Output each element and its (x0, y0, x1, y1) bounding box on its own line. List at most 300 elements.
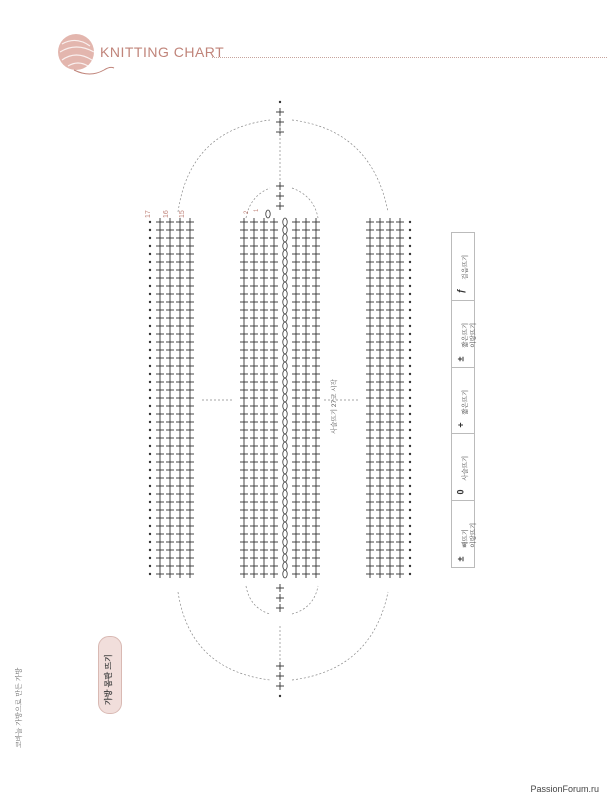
stitch-single (396, 490, 404, 498)
stitch-single (376, 354, 384, 362)
stitch-single (366, 458, 374, 466)
stitch-slip (149, 453, 151, 455)
stitch-single (312, 434, 320, 442)
stitch-slip (409, 301, 411, 303)
legend-symbol: ƒ (455, 288, 466, 294)
stitch-single (176, 314, 184, 322)
stitch-single (312, 354, 320, 362)
stitch-single (276, 108, 284, 116)
stitch-single (366, 322, 374, 330)
stitch-slip (149, 517, 151, 519)
stitch-single (240, 450, 248, 458)
stitch-single (250, 402, 258, 410)
stitch-single (240, 346, 248, 354)
stitch-single (176, 306, 184, 314)
stitch-slip (149, 437, 151, 439)
stitch-single (366, 418, 374, 426)
stitch-chain (283, 378, 287, 386)
stitch-single (386, 466, 394, 474)
stitch-chain (283, 554, 287, 562)
stitch-single (260, 330, 268, 338)
stitch-single (166, 362, 174, 370)
stitch-single (166, 402, 174, 410)
stitch-single (376, 434, 384, 442)
stitch-single (302, 538, 310, 546)
stitch-single (176, 322, 184, 330)
stitch-chain (283, 506, 287, 514)
stitch-single (176, 434, 184, 442)
stitch-chain (266, 210, 270, 218)
stitch-single (270, 258, 278, 266)
stitch-single (376, 506, 384, 514)
stitch-slip (409, 309, 411, 311)
stitch-single (260, 450, 268, 458)
stitch-single (166, 322, 174, 330)
stitch-single (250, 482, 258, 490)
stitch-single (156, 346, 164, 354)
stitch-single (240, 506, 248, 514)
stitch-single (260, 314, 268, 322)
stitch-single (376, 474, 384, 482)
stitch-single (270, 386, 278, 394)
stitch-single (186, 306, 194, 314)
stitch-single (366, 306, 374, 314)
stitch-single (302, 362, 310, 370)
stitch-single (302, 250, 310, 258)
stitch-single (176, 338, 184, 346)
stitch-single (386, 274, 394, 282)
stitch-single (396, 434, 404, 442)
stitch-single (260, 266, 268, 274)
stitch-single (292, 370, 300, 378)
stitch-single (260, 218, 268, 226)
stitch-slip (409, 277, 411, 279)
legend-label: 사슬뜨기 (462, 456, 469, 482)
stitch-single (396, 450, 404, 458)
stitch-single (260, 242, 268, 250)
stitch-single (366, 402, 374, 410)
stitch-single (156, 386, 164, 394)
stitch-slip (409, 429, 411, 431)
stitch-single (292, 570, 300, 578)
stitch-single (240, 530, 248, 538)
stitch-single (156, 538, 164, 546)
stitch-single (240, 514, 248, 522)
stitch-chain (283, 274, 287, 282)
stitch-single (312, 562, 320, 570)
stitch-single (386, 370, 394, 378)
stitch-single (292, 346, 300, 354)
stitch-single (186, 298, 194, 306)
stitch-single (260, 514, 268, 522)
stitch-single (260, 506, 268, 514)
stitch-single (240, 314, 248, 322)
stitch-single (240, 394, 248, 402)
stitch-single (186, 266, 194, 274)
stitch-single (302, 218, 310, 226)
stitch-single (376, 290, 384, 298)
stitch-single (312, 306, 320, 314)
stitch-single (396, 418, 404, 426)
stitch-chain (283, 450, 287, 458)
stitch-single (156, 370, 164, 378)
stitch-single (302, 234, 310, 242)
stitch-single (240, 482, 248, 490)
stitch-single (250, 394, 258, 402)
stitch-single (176, 418, 184, 426)
stitch-single (376, 442, 384, 450)
stitch-single (186, 498, 194, 506)
stitch-chain (283, 362, 287, 370)
stitch-single (302, 474, 310, 482)
stitch-single (240, 330, 248, 338)
stitch-single (376, 274, 384, 282)
stitch-single (376, 482, 384, 490)
stitch-single (250, 242, 258, 250)
stitch-single (386, 402, 394, 410)
stitch-chain (283, 330, 287, 338)
stitch-slip (149, 397, 151, 399)
legend-symbol: ± (455, 556, 466, 562)
stitch-single (176, 274, 184, 282)
stitch-single (156, 218, 164, 226)
stitch-single (240, 362, 248, 370)
stitch-single (260, 386, 268, 394)
stitch-single (302, 258, 310, 266)
stitch-single (176, 498, 184, 506)
stitch-single (386, 234, 394, 242)
stitch-single (240, 218, 248, 226)
stitch-single (250, 434, 258, 442)
stitch-slip (409, 269, 411, 271)
center-annotation: 사슬뜨기 27코 시작 (331, 379, 338, 434)
stitch-single (302, 482, 310, 490)
stitch-single (250, 330, 258, 338)
stitch-slip (149, 381, 151, 383)
stitch-chain (283, 314, 287, 322)
stitch-slip (409, 333, 411, 335)
stitch-slip (409, 389, 411, 391)
stitch-slip (279, 695, 281, 697)
stitch-single (240, 410, 248, 418)
stitch-single (270, 250, 278, 258)
stitch-single (260, 498, 268, 506)
stitch-single (176, 242, 184, 250)
stitch-single (270, 218, 278, 226)
stitch-single (386, 570, 394, 578)
stitch-single (156, 234, 164, 242)
stitch-single (386, 242, 394, 250)
stitch-single (240, 322, 248, 330)
stitch-single (250, 346, 258, 354)
legend-symbol: ± (455, 356, 466, 362)
stitch-single (386, 522, 394, 530)
stitch-single (166, 354, 174, 362)
stitch-single (270, 290, 278, 298)
stitch-single (166, 386, 174, 394)
stitch-single (156, 434, 164, 442)
stitch-single (366, 522, 374, 530)
stitch-chain (283, 370, 287, 378)
stitch-single (260, 554, 268, 562)
stitch-single (366, 466, 374, 474)
stitch-single (386, 218, 394, 226)
stitch-slip (149, 389, 151, 391)
stitch-single (166, 522, 174, 530)
stitch-single (270, 570, 278, 578)
stitch-single (186, 546, 194, 554)
stitch-single (396, 266, 404, 274)
stitch-single (270, 466, 278, 474)
stitch-single (386, 546, 394, 554)
stitch-single (386, 226, 394, 234)
stitch-slip (149, 525, 151, 527)
stitch-chain (283, 434, 287, 442)
stitch-single (166, 378, 174, 386)
stitch-single (386, 474, 394, 482)
stitch-single (292, 234, 300, 242)
stitch-single (166, 530, 174, 538)
stitch-single (366, 410, 374, 418)
stitch-single (366, 346, 374, 354)
stitch-single (186, 274, 194, 282)
stitch-single (276, 118, 284, 126)
stitch-single (302, 298, 310, 306)
stitch-single (260, 306, 268, 314)
stitch-single (276, 594, 284, 602)
stitch-slip (409, 229, 411, 231)
stitch-single (270, 530, 278, 538)
stitch-single (250, 418, 258, 426)
top-right-curve (292, 120, 388, 212)
stitch-single (386, 514, 394, 522)
stitch-single (166, 562, 174, 570)
stitch-single (270, 498, 278, 506)
stitch-single (186, 538, 194, 546)
stitch-single (270, 346, 278, 354)
stitch-single (312, 530, 320, 538)
stitch-single (312, 226, 320, 234)
stitch-single (156, 322, 164, 330)
stitch-single (240, 234, 248, 242)
stitch-single (312, 538, 320, 546)
stitch-single (366, 226, 374, 234)
stitch-slip (149, 245, 151, 247)
stitch-single (270, 370, 278, 378)
stitch-single (270, 490, 278, 498)
stitch-single (260, 538, 268, 546)
stitch-single (386, 482, 394, 490)
stitch-slip (149, 485, 151, 487)
stitch-single (270, 482, 278, 490)
stitch-single (292, 314, 300, 322)
stitch-single (166, 330, 174, 338)
stitch-single (302, 226, 310, 234)
stitch-single (302, 490, 310, 498)
stitch-single (396, 426, 404, 434)
stitch-single (396, 458, 404, 466)
stitch-single (166, 570, 174, 578)
stitch-single (292, 442, 300, 450)
stitch-single (260, 226, 268, 234)
stitch-single (366, 298, 374, 306)
row-label-17: 17 (145, 210, 152, 218)
stitch-single (240, 386, 248, 394)
stitch-single (240, 298, 248, 306)
stitch-single (156, 450, 164, 458)
stitch-single (260, 530, 268, 538)
stitch-chain (283, 234, 287, 242)
stitch-single (240, 426, 248, 434)
stitch-single (186, 490, 194, 498)
stitch-slip (409, 525, 411, 527)
stitch-slip (149, 253, 151, 255)
stitch-slip (149, 221, 151, 223)
stitch-single (386, 282, 394, 290)
stitch-slip (409, 405, 411, 407)
stitch-single (240, 434, 248, 442)
stitch-single (270, 450, 278, 458)
section-pill (98, 636, 122, 714)
stitch-single (302, 426, 310, 434)
stitch-single (250, 322, 258, 330)
stitch-single (292, 282, 300, 290)
stitch-single (292, 226, 300, 234)
stitch-single (396, 338, 404, 346)
stitch-slip (409, 261, 411, 263)
stitch-single (366, 282, 374, 290)
stitch-chain (283, 266, 287, 274)
stitch-single (260, 546, 268, 554)
stitch-single (156, 226, 164, 234)
stitch-single (166, 314, 174, 322)
stitch-single (376, 394, 384, 402)
stitch-slip (409, 381, 411, 383)
stitch-single (396, 562, 404, 570)
stitch-single (176, 386, 184, 394)
stitch-chain (283, 482, 287, 490)
stitch-single (312, 266, 320, 274)
stitch-single (396, 554, 404, 562)
stitch-single (240, 538, 248, 546)
stitch-single (366, 218, 374, 226)
stitch-single (176, 290, 184, 298)
stitch-single (166, 282, 174, 290)
stitch-single (376, 258, 384, 266)
stitch-single (240, 570, 248, 578)
stitch-single (292, 330, 300, 338)
stitch-single (292, 538, 300, 546)
stitch-single (376, 570, 384, 578)
stitch-single (292, 322, 300, 330)
stitch-single (166, 450, 174, 458)
stitch-single (166, 466, 174, 474)
stitch-single (270, 402, 278, 410)
stitch-single (270, 266, 278, 274)
stitch-single (312, 258, 320, 266)
stitch-slip (149, 317, 151, 319)
stitch-single (396, 242, 404, 250)
stitch-slip (409, 485, 411, 487)
stitch-single (396, 234, 404, 242)
stitch-slip (149, 557, 151, 559)
stitch-single (250, 562, 258, 570)
stitch-single (386, 538, 394, 546)
stitch-single (386, 346, 394, 354)
stitch-single (270, 442, 278, 450)
stitch-single (292, 506, 300, 514)
stitch-single (386, 458, 394, 466)
stitch-slip (149, 293, 151, 295)
stitch-single (302, 530, 310, 538)
stitch-single (166, 290, 174, 298)
stitch-single (312, 466, 320, 474)
stitch-single (250, 282, 258, 290)
stitch-single (250, 378, 258, 386)
stitch-single (386, 290, 394, 298)
stitch-single (270, 474, 278, 482)
stitch-single (312, 410, 320, 418)
stitch-single (292, 354, 300, 362)
stitch-single (176, 250, 184, 258)
stitch-single (396, 218, 404, 226)
stitch-single (292, 474, 300, 482)
stitch-slip (149, 413, 151, 415)
stitch-single (156, 554, 164, 562)
stitch-single (240, 466, 248, 474)
stitch-single (260, 258, 268, 266)
stitch-single (312, 370, 320, 378)
stitch-single (270, 306, 278, 314)
stitch-single (386, 266, 394, 274)
stitch-single (166, 298, 174, 306)
stitch-single (260, 338, 268, 346)
stitch-single (292, 562, 300, 570)
stitch-single (156, 546, 164, 554)
stitch-single (292, 426, 300, 434)
stitch-single (276, 662, 284, 670)
legend-symbol: + (455, 422, 466, 429)
stitch-single (292, 402, 300, 410)
row-label-16: 16 (163, 210, 170, 218)
stitch-chain (283, 250, 287, 258)
stitch-single (312, 482, 320, 490)
stitch-single (386, 322, 394, 330)
legend-item (452, 367, 474, 435)
stitch-chain (283, 458, 287, 466)
stitch-single (312, 274, 320, 282)
stitch-single (396, 386, 404, 394)
stitch-single (186, 410, 194, 418)
stitch-single (166, 498, 174, 506)
stitch-single (186, 282, 194, 290)
stitch-single (176, 538, 184, 546)
stitch-single (270, 562, 278, 570)
stitch-single (292, 362, 300, 370)
stitch-single (176, 554, 184, 562)
stitch-single (166, 474, 174, 482)
legend-label: 걸음뜨기 (462, 254, 469, 280)
stitch-slip (409, 253, 411, 255)
stitch-slip (409, 445, 411, 447)
stitch-single (302, 306, 310, 314)
stitch-single (312, 250, 320, 258)
stitch-single (166, 426, 174, 434)
stitch-slip (149, 269, 151, 271)
stitch-single (396, 506, 404, 514)
stitch-single (270, 330, 278, 338)
stitch-slip (149, 261, 151, 263)
